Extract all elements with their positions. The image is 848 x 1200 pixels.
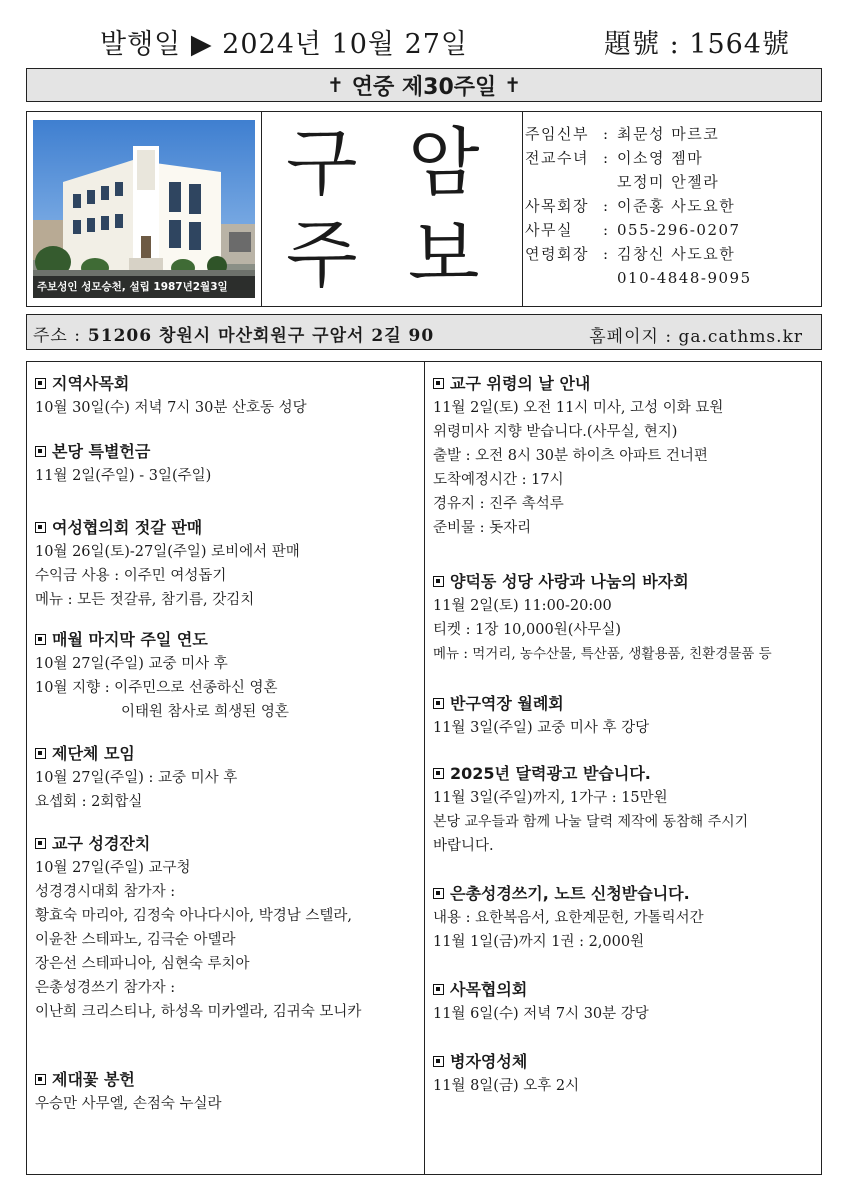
section-line: 이윤찬 스테파노, 김극순 아델라: [35, 932, 236, 948]
staff-role: 사목회장: [525, 197, 589, 215]
address-label: 주소 :: [33, 326, 81, 346]
notices-panel: [26, 361, 822, 1175]
bullet-square-icon: [35, 634, 46, 645]
section-line: 본당 교우들과 함께 나눌 달력 제작에 동참해 주시기: [433, 814, 749, 830]
section-title: 반구역장 월례회: [450, 694, 564, 713]
bullet-square-icon: [35, 378, 46, 389]
section-title: 지역사목회: [52, 374, 130, 393]
section-line: 10월 지향 : 이주민으로 선종하신 영혼: [35, 680, 278, 696]
section-line: 은총성경쓰기 참가자 :: [35, 980, 176, 996]
staff-row: 연령회장 : 김창신 사도요한: [525, 242, 819, 266]
bullet-square-icon: [35, 522, 46, 533]
section-title: 제대꽃 봉헌: [52, 1070, 135, 1089]
section-line: 도착예정시간 : 17시: [433, 472, 564, 488]
notice-section: [35, 742, 237, 814]
section-line: 11월 8일(금) 오후 2시: [433, 1078, 580, 1094]
section-line: 10월 27일(주일) 교구청: [35, 860, 191, 876]
notice-section: [433, 762, 748, 858]
staff-name: 김창신 사도요한: [617, 245, 736, 263]
address: [33, 321, 434, 346]
notice-section: [35, 832, 361, 1024]
title-char: 암: [408, 120, 480, 206]
staff-phone: 010-4848-9095: [617, 269, 752, 287]
staff-list: [525, 122, 819, 290]
staff-row: 사무실 : 055-296-0207: [525, 218, 819, 242]
notice-section: [35, 372, 307, 420]
bullet-square-icon: [433, 888, 444, 899]
notice-section: [35, 1068, 222, 1116]
section-line: 이난희 크리스티나, 하성옥 미카엘라, 김귀숙 모니카: [35, 1004, 362, 1020]
bullet-square-icon: [35, 838, 46, 849]
liturgical-week-title: 연중 제30주일: [351, 74, 497, 100]
staff-row: [525, 170, 819, 194]
column-divider: [424, 362, 425, 1174]
section-line: 10월 27일(주일) : 교중 미사 후: [35, 770, 238, 786]
homepage-link[interactable]: 홈페이지 : ga.cathms.kr: [589, 327, 803, 347]
section-line: 10월 30일(수) 저녁 7시 30분 산호동 성당: [35, 400, 307, 416]
issue-number: 題號 : 1564號: [604, 29, 790, 60]
section-line: 11월 2일(토) 11:00-20:00: [433, 598, 612, 614]
liturgical-week-banner: [26, 68, 822, 102]
section-line: 성경경시대회 참가자 :: [35, 884, 176, 900]
notice-section: [433, 978, 649, 1026]
section-title: 매월 마지막 주일 연도: [52, 630, 208, 649]
cross-icon: ✝: [326, 73, 344, 97]
staff-role: 연령회장: [525, 245, 589, 263]
section-title: 병자영성체: [450, 1052, 528, 1071]
staff-name: 이준홍 사도요한: [617, 197, 736, 215]
address-bar: [26, 314, 822, 350]
photo-caption: 주보성인 성모승천, 설립 1987년2월3일: [33, 276, 255, 298]
section-title: 제단체 모임: [52, 744, 135, 763]
title-char: 보: [408, 212, 480, 298]
section-title: 양덕동 성당 사랑과 나눔의 바자회: [450, 572, 689, 591]
section-line: 10월 27일(주일) 교중 미사 후: [35, 656, 228, 672]
section-title: 본당 특별헌금: [52, 442, 151, 461]
section-line: 티켓 : 1장 10,000원(사무실): [433, 622, 622, 638]
section-line: 위령미사 지향 받습니다.(사무실, 현지): [433, 424, 678, 440]
bullet-square-icon: [433, 1056, 444, 1067]
section-line: 메뉴 : 모든 젓갈류, 참기름, 갓김치: [35, 592, 255, 608]
bullet-square-icon: [35, 446, 46, 457]
issue-date: 발행일 ▶ 2024년 10월 27일: [100, 29, 469, 60]
section-line: 11월 2일(토) 오전 11시 미사, 고성 이화 묘원: [433, 400, 724, 416]
notice-section: [433, 372, 723, 540]
section-line: 이태원 참사로 희생된 영혼: [121, 704, 289, 720]
staff-role: 주임신부: [525, 125, 589, 143]
staff-name: 이소영 젬마: [617, 149, 704, 167]
notice-section: [433, 570, 772, 666]
office-phone: 055-296-0207: [617, 221, 741, 239]
photo-cell: [27, 112, 262, 306]
section-title: 교구 성경잔치: [52, 834, 151, 853]
church-building-illustration: [33, 120, 255, 298]
section-title: 사목협의회: [450, 980, 528, 999]
section-line: 우승만 사무엘, 손점숙 누실라: [35, 1096, 222, 1112]
staff-role: 전교수녀: [525, 149, 589, 167]
bullet-square-icon: [433, 576, 444, 587]
section-line: 11월 2일(주일) - 3일(주일): [35, 468, 212, 484]
bullet-square-icon: [433, 984, 444, 995]
masthead: [26, 111, 822, 307]
bullet-square-icon: [433, 378, 444, 389]
section-title: 교구 위령의 날 안내: [450, 374, 591, 393]
staff-name: 모정미 안젤라: [617, 173, 720, 191]
staff-row: 주임신부 : 최문성 마르코: [525, 122, 819, 146]
section-line: 출발 : 오전 8시 30분 하이츠 아파트 건너편: [433, 448, 708, 464]
address-value: 51206 창원시 마산회원구 구암서 2길 90: [87, 326, 435, 346]
bullet-square-icon: [35, 1074, 46, 1085]
section-line: 경유지 : 진주 촉석루: [433, 496, 564, 512]
bulletin-title: [262, 112, 523, 306]
bullet-square-icon: [35, 748, 46, 759]
section-line: 요셉회 : 2회합실: [35, 794, 143, 810]
section-line: 10월 26일(토)-27일(주일) 로비에서 판매: [35, 544, 300, 560]
section-line: 11월 1일(금)까지 1권 : 2,000원: [433, 934, 645, 950]
staff-name: 최문성 마르코: [617, 125, 720, 143]
section-line: 11월 3일(주일) 교중 미사 후 강당: [433, 720, 650, 736]
staff-role: 사무실: [525, 221, 573, 239]
notice-section: [35, 516, 300, 612]
section-line: 바랍니다.: [433, 838, 494, 854]
section-title: 여성협의회 젓갈 판매: [52, 518, 203, 537]
church-photo: [33, 120, 255, 298]
cross-icon: ✝: [504, 73, 522, 97]
section-title: 은총성경쓰기, 노트 신청받습니다.: [450, 884, 690, 903]
notice-section: [35, 628, 289, 724]
staff-row: [525, 266, 819, 290]
section-line: 메뉴 : 먹거리, 농수산물, 특산품, 생활용품, 친환경물품 등: [433, 646, 772, 662]
notice-section: [35, 440, 211, 488]
bullet-square-icon: [433, 768, 444, 779]
section-line: 11월 3일(주일)까지, 1가구 : 15만원: [433, 790, 668, 806]
notice-section: [433, 692, 649, 740]
section-line: 장은선 스테파니아, 심현숙 루치아: [35, 956, 250, 972]
issue-line: [28, 22, 820, 62]
title-char: 주: [286, 212, 358, 298]
section-title: 2025년 달력광고 받습니다.: [450, 764, 651, 783]
section-line: 황효숙 마리아, 김정숙 아나다시아, 박경남 스텔라,: [35, 908, 353, 924]
staff-row: 사목회장 : 이준홍 사도요한: [525, 194, 819, 218]
section-line: 수익금 사용 : 이주민 여성돕기: [35, 568, 227, 584]
staff-row: 전교수녀 : 이소영 젬마: [525, 146, 819, 170]
bullet-square-icon: [433, 698, 444, 709]
section-line: 내용 : 요한복음서, 요한계문헌, 가톨릭서간: [433, 910, 704, 926]
title-char: 구: [286, 120, 358, 206]
section-line: 준비물 : 돗자리: [433, 520, 532, 536]
notice-section: [433, 882, 704, 954]
section-line: 11월 6일(수) 저녁 7시 30분 강당: [433, 1006, 649, 1022]
notice-section: [433, 1050, 579, 1098]
